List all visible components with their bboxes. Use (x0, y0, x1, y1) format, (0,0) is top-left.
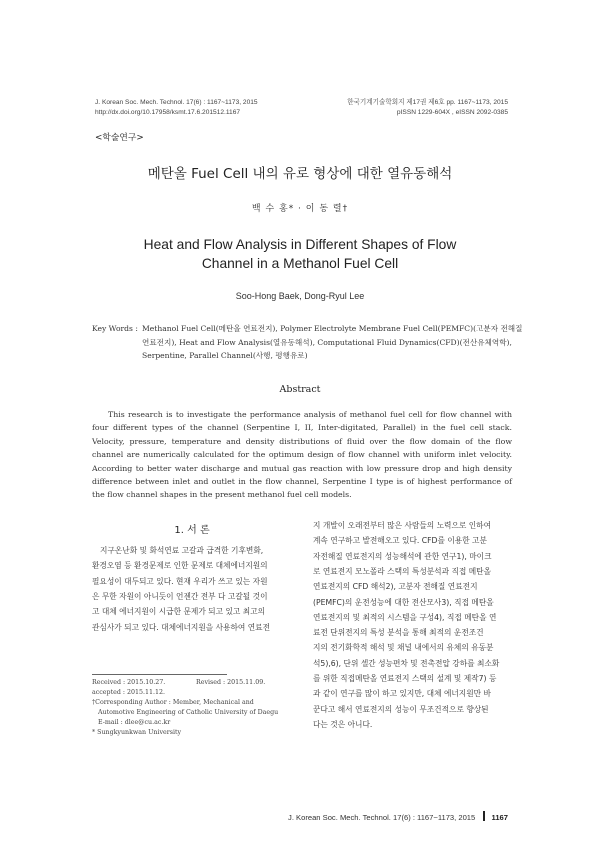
abstract-line: four different types of the channel (Serpentine I, II, Inter-digitated, Parallel) in the fuel cell stack. (92, 423, 512, 433)
page-number: 1167 (491, 813, 508, 822)
body-line: 를 위한 직접메탄올 연료전지 스택의 설계 및 제작7) 등 (313, 674, 497, 683)
body-line: 필요성이 대두되고 있다. 현재 우리가 쓰고 있는 자원 (92, 576, 268, 586)
footnote-received: Received : 2015.10.27. (92, 679, 166, 686)
footer-separator (483, 811, 485, 821)
body-line: 지의 전기화학적 해석 및 채널 내에서의 유체의 유동분 (313, 643, 494, 653)
abstract-line: Velocity, pressure, temperature and density distributions of fluid over the flow domain of the flow (92, 436, 512, 446)
header-doi: http://dx.doi.org/10.17958/ksmt.17.6.201512.1167 (95, 109, 241, 116)
title-english-line: Channel in a Methanol Fuel Cell (201, 256, 399, 271)
footnote-revised: Revised : 2015.11.09. (196, 679, 266, 686)
keywords-line: Serpentine, Parallel Channel(사행, 평행유로) (142, 351, 308, 360)
footnote-accepted: accepted : 2015.11.12. (92, 689, 166, 696)
body-line: 지 개발이 오래전부터 많은 사람들의 노력으로 인하여 (313, 521, 492, 530)
page-footer (288, 811, 508, 822)
authors-english: Soo-Hong Baek, Dong-Ryul Lee (235, 291, 365, 301)
body-line: 과 같이 연구를 많이 하고 있지만, 대체 에너지원만 바 (313, 689, 491, 699)
body-line: 연료전지의 및 최적의 시스템을 구성4), 직접 메탄올 연 (313, 612, 497, 622)
keywords-line: Methanol Fuel Cell(메탄올 연료전지), Polymer Electrolyte Membrane Fuel Cell(PEMFC)(고분자 전해질 (142, 324, 523, 333)
title-english-line: Heat and Flow Analysis in Different Shapes of Flow (143, 237, 457, 252)
keywords-line: 연료전지), Heat and Flow Analysis(열유동해석), Computational Fluid Dynamics(CFD)(전산유체역학), (142, 337, 512, 347)
keywords-label: Key Words : (92, 324, 138, 333)
footer-journal: J. Korean Soc. Mech. Technol. 17(6) : 1167~1173, 2015 (288, 813, 476, 822)
footnote-corresponding: Automotive Engineering of Catholic University of Daegu (98, 709, 279, 716)
abstract-line: difference between inlet and outlet in the flow channel, Serpentine I type is of highest performance of (92, 477, 512, 486)
section-heading-introduction: 1. 서 론 (174, 525, 210, 536)
body-line: 은 무한 자원이 아니듯이 언젠간 전부 다 고갈될 것이 (92, 591, 268, 601)
footnote-email: E-mail : dlee@cu.ac.kr (98, 719, 171, 726)
header-issn: pISSN 1229-604X , eISSN 2092-0385 (396, 109, 508, 116)
body-line: 로 연료전지 모노폴라 스택의 특성분석과 직접 메탄올 (313, 566, 492, 576)
body-line: 자전해질 연료전지의 성능해석에 관한 연구1), 마이크 (313, 551, 492, 561)
abstract-heading: Abstract (279, 384, 321, 395)
abstract-line: This research is to investigate the performance analysis of methanol fuel cell for flow channel with (108, 410, 512, 419)
abstract-line: channel are numerically calculated for the optimum design of flow channel with uniform inlet velocity. (92, 450, 512, 460)
body-line: 연료전지의 CFD 해석2), 고분자 전해질 연료전지 (313, 582, 478, 592)
header-journal-ko: 한국기계기술학회지 제17권 제6호 pp. 1167~1173, 2015 (347, 99, 508, 106)
footnote-corresponding: †Corresponding Author : Member, Mechanical and (92, 699, 254, 706)
footnote-rule (92, 674, 227, 675)
footnote-affiliation: * Sungkyunkwan University (92, 729, 182, 736)
body-line: 지구온난화 및 화석연료 고갈과 급격한 기후변화, (100, 546, 264, 555)
body-line: (PEMFC)의 운전성능에 대한 전산모사3), 직접 메탄올 (313, 597, 494, 607)
title-korean: 메탄올 Fuel Cell 내의 유로 형상에 대한 열유동해석 (147, 166, 453, 182)
body-line: 고 대체 에너지원이 시급한 문제가 되고 있고 최고의 (92, 607, 266, 617)
article-category: <학술연구> (95, 133, 144, 143)
authors-korean: 백 수 홍* · 이 동 렬† (251, 204, 349, 214)
body-line: 환경오염 등 환경문제로 인한 문제로 대체에너지원의 (92, 561, 268, 571)
body-line: 관심사가 되고 있다. 대체에너지원을 사용하여 연료전 (92, 622, 271, 632)
body-line: 석5),6), 단위 셀간 성능편차 및 전촉전압 강하를 최소화 (313, 658, 500, 668)
header-citation: J. Korean Soc. Mech. Technol. 17(6) : 1167~1173, 2015 (95, 99, 258, 106)
abstract-line: According to better water discharge and mutual gas reaction with low pressure drop and high density (92, 463, 512, 473)
body-line: 꾼다고 해서 연료전지의 성능이 무조건적으로 향상된 (313, 704, 489, 714)
body-line: 계속 연구하고 발전해오고 있다. CFD를 이용한 고분 (313, 536, 487, 546)
body-line: 다는 것은 아니다. (313, 719, 373, 729)
abstract-line: the flow channel shapes in the present methanol fuel cell models. (92, 490, 352, 500)
body-line: 료전 단위전지의 특성 분석을 통해 최적의 운전조건 (313, 628, 484, 638)
